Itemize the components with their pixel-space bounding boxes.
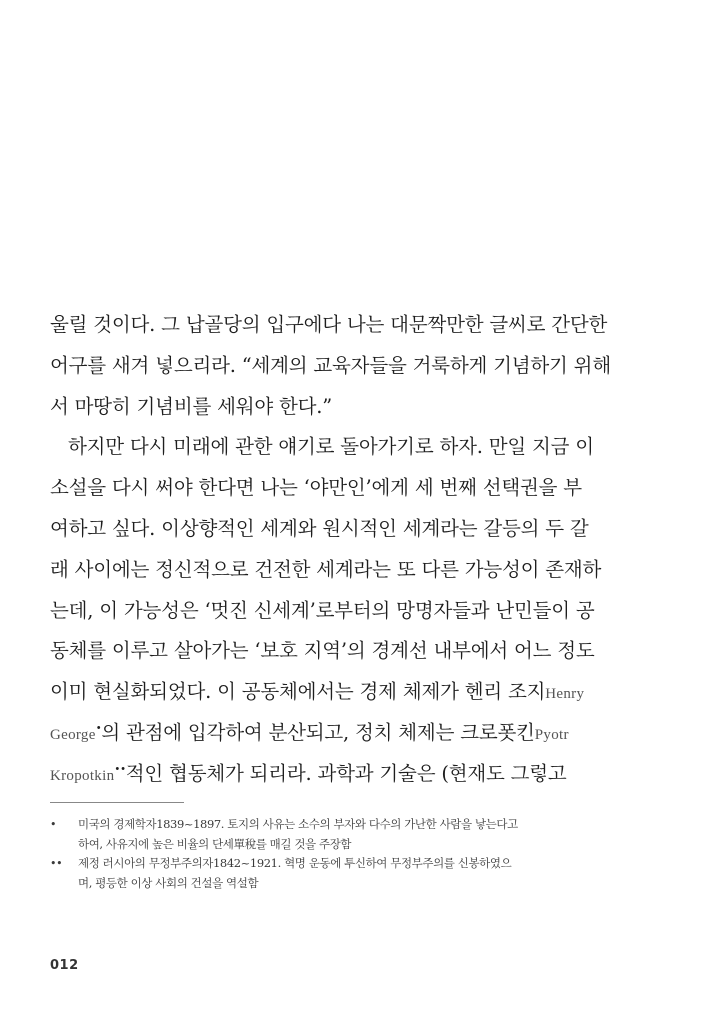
footnote-1-marker: • xyxy=(50,818,57,831)
footnote-1-line-2: 하여, 사유지에 높은 비율의 단세單稅를 매길 것을 주장함 xyxy=(78,836,352,851)
footnotes xyxy=(50,815,666,893)
latin-name-kropotkin: Kropotkin xyxy=(50,767,115,784)
footnote-1-line-1: 미국의 경제학자1839~1897. 토지의 사유는 소수의 부자와 다수의 가난한 사람을 낳는다고 xyxy=(78,817,518,831)
body-text xyxy=(50,305,666,795)
page-number: 012 xyxy=(50,958,79,973)
text-line-11 xyxy=(50,713,666,754)
text-line-1: 울릴 것이다. 그 납골당의 입구에다 나는 대문짝만한 글씨로 간단한 xyxy=(50,313,608,336)
text-line-10-main: 이미 현실화되었다. 이 공동체에서는 경제 체제가 헨리 조지 xyxy=(50,680,546,704)
text-line-6: 여하고 싶다. 이상향적인 세계와 원시적인 세계라는 갈등의 두 갈 xyxy=(50,516,589,540)
latin-name-henry: Henry xyxy=(545,686,585,703)
footnote-1 xyxy=(50,815,666,854)
text-line-9: 동체를 이루고 살아가는 ‘보호 지역’의 경계선 내부에서 어느 정도 xyxy=(50,639,595,663)
text-line-8: 는데, 이 가능성은 ‘멋진 신세계’로부터의 망명자들과 난민들이 공 xyxy=(50,598,595,622)
text-line-3: 서 마땅히 기념비를 세워야 한다.” xyxy=(50,394,333,418)
footnote-2-line-1: 제정 러시아의 무정부주의자1842~1921. 혁명 운동에 투신하여 무정부주의를 신봉하였으 xyxy=(78,856,512,870)
footnote-2-line-2: 며, 평등한 이상 사회의 건설을 역설함 xyxy=(78,875,259,890)
footnote-2-marker: •• xyxy=(50,857,63,870)
text-line-10 xyxy=(50,672,666,713)
footnote-marker-1: • xyxy=(95,723,102,735)
footnote-2 xyxy=(50,854,666,893)
text-line-5: 소설을 다시 써야 한다면 나는 ‘야만인’에게 세 번째 선택권을 부 xyxy=(50,476,582,500)
text-line-7: 래 사이에는 정신적으로 건전한 세계라는 또 다른 가능성이 존재하 xyxy=(50,557,602,581)
latin-name-george: George xyxy=(50,726,96,743)
text-line-11-main: 의 관점에 입각하여 분산되고, 정치 체제는 크로폿킨 xyxy=(101,720,535,744)
footnote-marker-2: •• xyxy=(114,764,126,776)
text-line-4: 하지만 다시 미래에 관한 얘기로 돌아가기로 하자. 만일 지금 이 xyxy=(68,435,594,459)
text-line-12 xyxy=(50,754,666,795)
text-line-2: 어구를 새겨 넣으리라. “세계의 교육자들을 거룩하게 기념하기 위해 xyxy=(50,353,611,377)
text-line-12-main: 적인 협동체가 되리라. 과학과 기술은 (현재도 그렇고 xyxy=(125,761,567,785)
latin-name-pyotr: Pyotr xyxy=(534,726,569,743)
footnote-divider xyxy=(50,802,184,803)
